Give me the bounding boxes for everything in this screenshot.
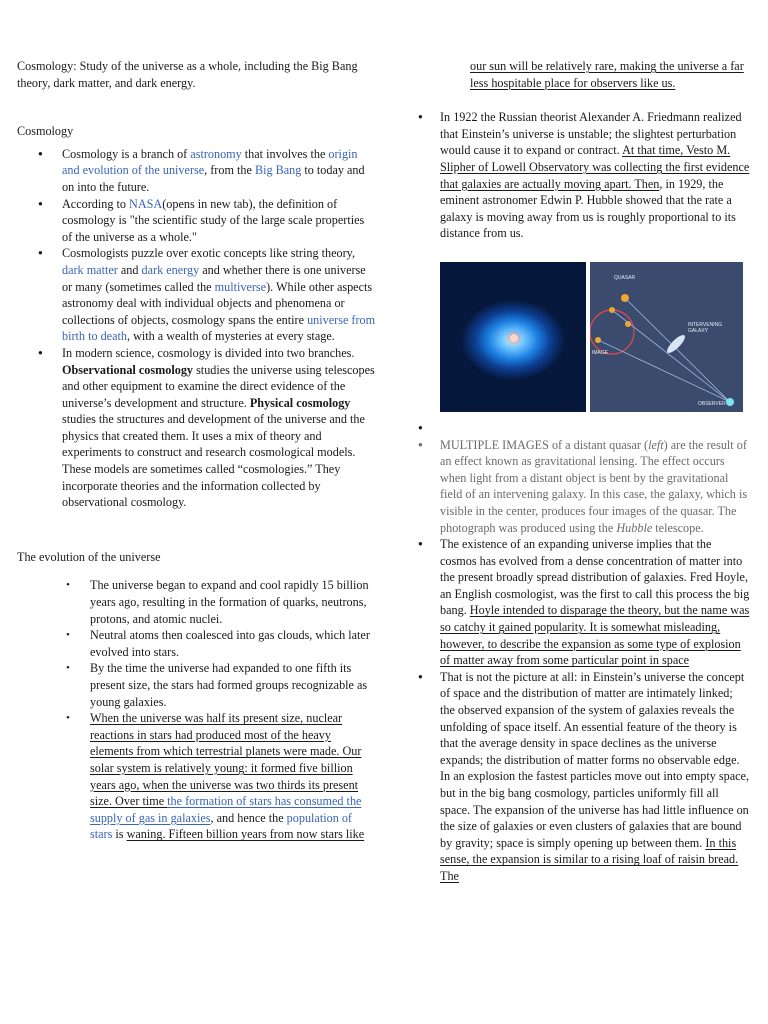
label-observer: OBSERVER [698,400,726,407]
quasar-core [510,334,518,342]
list-item: ● According to NASA(opens in new tab), the definition of cosmology is "the scientific study of the large scale properties of the universe as a whole." [17,196,377,246]
evolution-list [17,577,377,843]
right-column [418,58,750,885]
list-item: ● The existence of an expanding universe implies that the cosmos has evolved from a dense concentration of matter into the present broadly spread distribution of galaxies. Fred Hoyle, an English cosmologist, was the first to call this process the big bang. Hoyle intended to disparage the theory, but the name was so catchy it gained popularity. It is somewhat misleading, however, to describe the expansion as some type of explosion of matter away from some particular point in space [418,536,750,669]
list-item: ● In 1922 the Russian theorist Alexander A. Friedmann realized that Einstein’s universe is unstable; the slightest perturbation would cause it to expand or contract. At that time, Vesto M. Slipher of Lowell Observatory was collecting the first evidence that galaxies are actually moving apart. Then, in 1929, the eminent astronomer Edwin P. Hubble showed that the rate a galaxy is moving away from us is roughly proportional to its distance from us. [418,109,750,242]
list-item: ● Cosmology is a branch of astronomy that involves the origin and evolution of the universe, from the Big Bang to today and on into the future. [17,146,377,196]
population-of-stars-link[interactable]: population of stars [90,810,352,842]
label-galaxy-1: INTERVENING [688,321,723,328]
light-path-3 [598,340,730,402]
quasar-photo [440,262,586,412]
light-path-1 [625,298,730,402]
history-list [418,109,750,242]
lensing-diagram [590,262,743,412]
continued-text: our sun will be relatively rare, making the universe a far less hospitable place for observers like us. [470,59,744,90]
universe-birth-death-link[interactable]: universe from birth to death [62,312,376,344]
empty-list-item [418,420,750,437]
astronomy-link[interactable]: astronomy [190,146,242,161]
lensing-diagram-svg [590,262,743,412]
label-image: IMAGE [592,349,609,356]
evolution-heading: The evolution of the universe [17,549,161,564]
intro-paragraph: Cosmology: Study of the universe as a whole, including the Big Bang theory, dark matter, and dark energy. [17,59,358,90]
list-item: ● In modern science, cosmology is divided into two branches. Observational cosmology studies the universe using telescopes and other equipment to examine the direct evidence of the universe’s development and structure. Physical cosmology studies the structures and development of the universe and the physics that created them. It uses a mix of theory and experiments to construct and research cosmological models. These models are sometimes called “cosmologies.” They incorporate theories and the information collected by observational cosmology. [17,345,377,511]
list-item: • Neutral atoms then coalesced into gas clouds, which later evolved into stars. [17,627,377,660]
label-galaxy-2: GALAXY [688,327,709,334]
origin-evolution-link[interactable]: origin and evolution of the universe [62,146,358,178]
big-bang-link[interactable]: Big Bang [254,163,302,178]
label-quasar: QUASAR [614,274,636,281]
dark-energy-link[interactable]: dark energy [141,262,200,277]
multiverse-link[interactable]: multiverse [214,279,267,294]
nasa-link[interactable]: NASA [129,196,163,211]
list-item: ● Cosmologists puzzle over exotic concepts like string theory, dark matter and dark energy and whether there is one universe or many (sometimes called the multiverse). While other aspects astronomy deal with individual objects and phenomena or collections of objects, cosmology spans the entire universe from birth to death, with a wealth of mysteries at every stage. [17,245,377,345]
caption-list [418,420,750,885]
physical-cosmology-term: Physical cosmology [249,395,351,410]
list-item: ● That is not the picture at all: in Einstein’s universe the concept of space and the distribution of matter are intimately linked; the observed expansion of the system of galaxies reveals the unfolding of space itself. An essential feature of the theory is that the average density in space declines as the universe expands; the distribution of matter forms no observable edge. In an explosion the fastest particles move out into empty space, but in the big bang cosmology, particles uniformly fill all space. The expansion of the universe has had little influence on the size of galaxies or even clusters of galaxies that are bound by gravity; space is simply opening up between them. In this sense, the expansion is similar to a rising loaf of raisin bread. The [418,669,750,885]
gravitational-lensing-figure [440,262,750,412]
intervening-galaxy-shape [665,333,688,356]
left-column [17,58,377,843]
image-ring [590,310,634,354]
cosmology-list [17,146,377,511]
observer-dot [726,398,734,406]
observational-cosmology-term: Observational cosmology [62,362,194,377]
dark-matter-link[interactable]: dark matter [62,262,118,277]
list-item: • By the time the universe had expanded to one fifth its present size, the stars had formed groups recognizable as young galaxies. [17,660,377,710]
figure-caption: ● MULTIPLE IMAGES of a distant quasar (left) are the result of an effect known as gravitational lensing. The effect occurs when light from a distant object is bent by the gravitational field of an intervening galaxy. In this case, the galaxy, which is visible in the center, produces four images of the quasar. The photograph was produced using the Hubble telescope. [418,437,750,537]
list-item: • When the universe was half its present size, nuclear reactions in stars had produced most of the heavy elements from which terrestrial planets were made. Our solar system is relatively young: it formed five billion years ago, when the universe was two thirds its present size. Over time the formation of stars has consumed the supply of gas in galaxies, and hence the population of stars is waning. Fifteen billion years from now stars like [17,710,377,843]
star-formation-link[interactable]: the formation of stars has consumed the supply of gas in galaxies [90,794,362,825]
list-item: • The universe began to expand and cool rapidly 15 billion years ago, resulting in the formation of quarks, neutrons, protons, and atomic nuclei. [17,577,377,627]
cosmology-heading: Cosmology [17,124,74,139]
